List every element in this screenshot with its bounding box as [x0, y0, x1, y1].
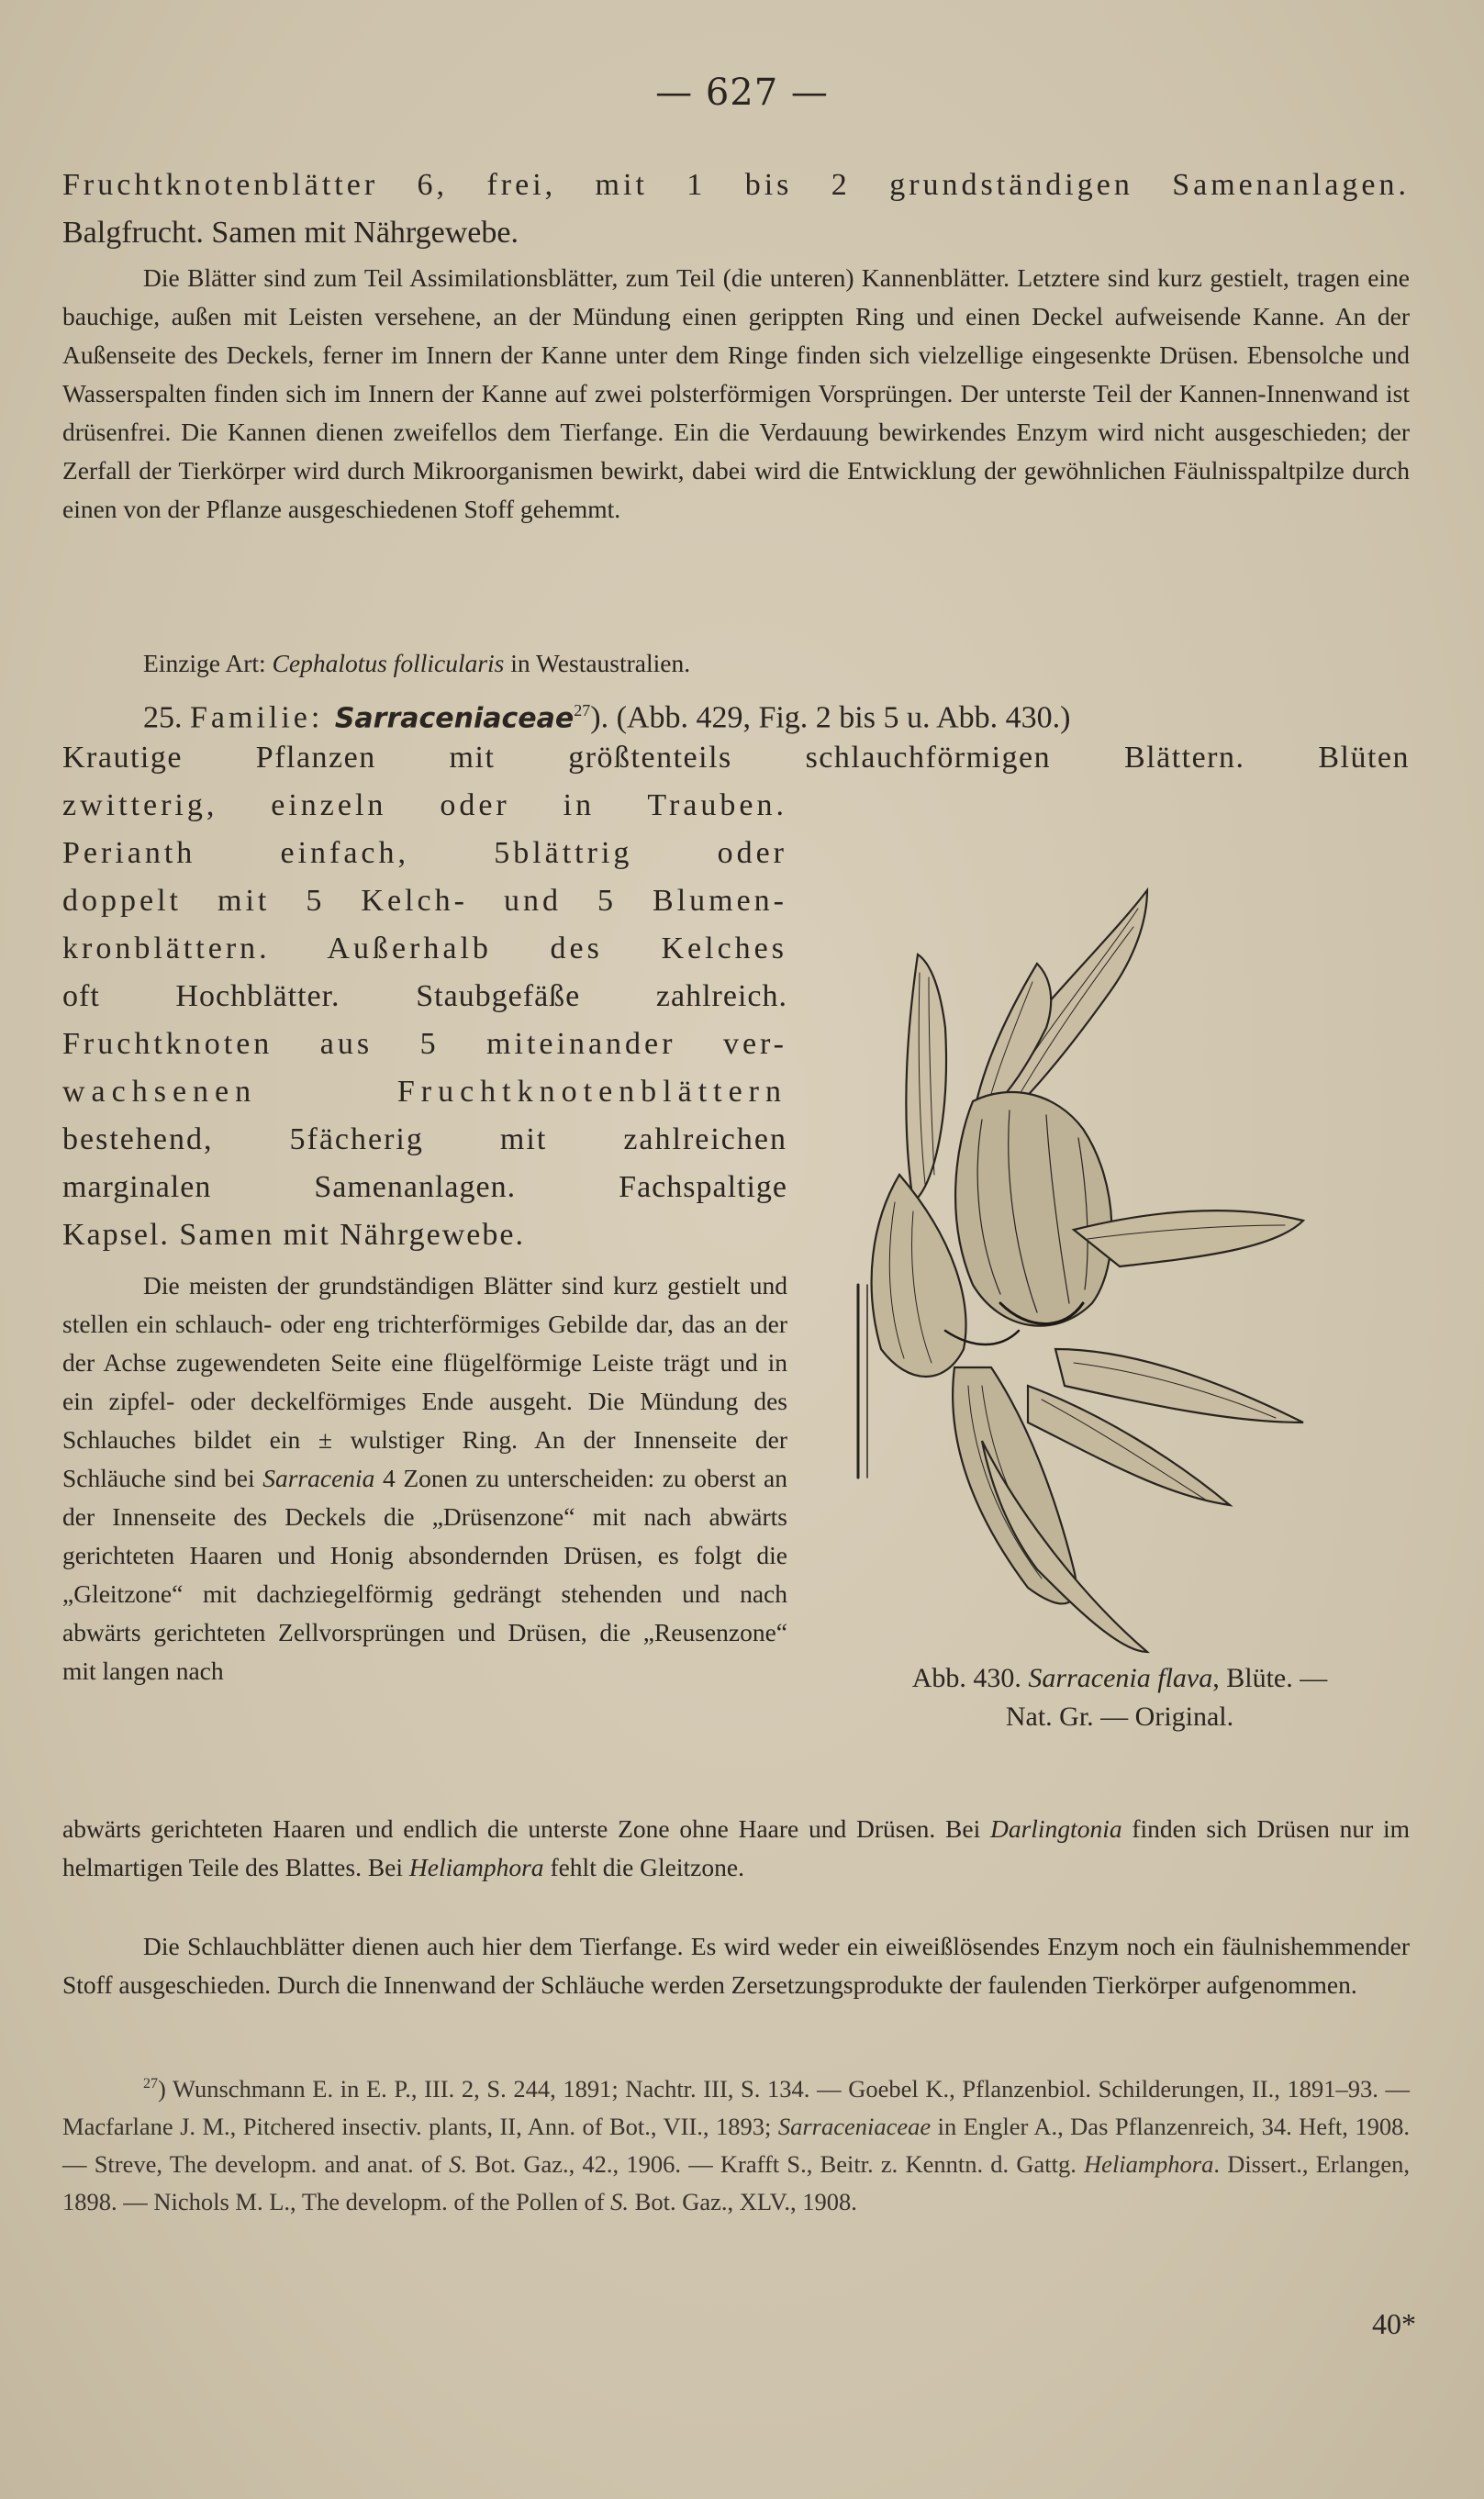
family-name: Sarraceniaceae [334, 702, 575, 735]
only-species-line [62, 644, 1410, 683]
family-label: Familie: [190, 700, 335, 735]
family-desc-full-line: Krautige Pflanzen mit größtenteils schlauchförmigen Blättern. Blüten [62, 741, 1410, 775]
leaves-text-4: finden sich Drüsen nur im helmartigen Teile des Blattes. Bei [62, 1814, 1411, 1881]
family-refs: ). (Abb. 429, Fig. 2 bis 5 u. Abb. 430.) [590, 700, 1071, 735]
sheet-signature: 40* [1372, 2307, 1416, 2340]
desc-line: kronblättern. Außerhalb des Kelches [62, 932, 787, 965]
genus-sarracenia: Sarracenia [262, 1464, 375, 1492]
desc-line: doppelt mit 5 Kelch- und 5 Blumen- [62, 884, 787, 918]
footnote-italic-2: S. [449, 2149, 468, 2178]
only-species-prefix: Einzige Art: [143, 649, 273, 677]
footnote-italic-3: Heliamphora [1084, 2149, 1214, 2178]
genus-darlingtonia: Darlingtonia [989, 1814, 1122, 1843]
footnote-text-5: Bot. Gaz., XLV., 1908. [629, 2187, 857, 2215]
figure-caption [821, 1659, 1418, 1736]
desc-line: bestehend, 5fächerig mit zahlreichen [62, 1122, 787, 1156]
leaves-continuation [62, 1810, 1410, 1887]
only-species-name: Cephalotus follicularis [272, 649, 505, 677]
cephalotus-paragraph: Die Blätter sind zum Teil Assimilationsblätter, zum Teil (die unteren) Kannenblätter. Letztere sind kurz gestielt, tragen eine bauchige, außen mit Leisten versehene, an der Mündung einen gerippten Ring und einen Deckel aufweisende Kanne. An der Außenseite des Deckels, ferner im Innern der Kanne unter dem Ringe finden sich vielzellige eingesenkte Drüsen. Ebensolche und Wasserspalten finden sich im Innern der Kanne auf zwei polsterförmigen Vorsprüngen. Der unterste Teil der Kannen-Innenwand ist drüsenfrei. Die Kannen dienen zweifellos dem Tierfange. Ein die Verdauung bewirkendes Enzym wird nicht ausgeschieden; der Zerfall der Tierkörper wird durch Mikroorganismen bewirkt, dabei wird die Entwicklung der gewöhnlichen Fäulnisspaltpilze durch einen von der Pflanze ausgeschiedenen Stoff gehemmt. [62, 263, 1410, 523]
footnote-text-1: ) Wunschmann E. in E. P., III. 2, S. 244, 1891; Nachtr. III, S. 134. — Goebel K., Pflanzenbiol. Schilderungen, II., 1891–93. — Macfarlane J. M., Pitchered insectiv. plants, II, Ann. of Bot., VII., 1893; [62, 2074, 1410, 2140]
footnote-ref: 27 [574, 701, 591, 720]
desc-line: wachsenen Fruchtknotenblättern [62, 1075, 787, 1109]
family-desc-column [62, 782, 787, 1690]
footnote-text-3: Bot. Gaz., 42., 1906. — Krafft S., Beitr. z. Kenntn. d. Gattg. [467, 2149, 1085, 2178]
family-number: 25. [143, 700, 190, 735]
leaves-text-2: 4 Zonen zu unterscheiden: zu oberst an der Innenseite des Deckels die „Drüsenzone“ mit nach abwärts gerichteten Haaren und Honig absondernden Drüsen, es folgt die „Gleitzone“ mit dachziegelförmig gedrängt stehenden und nach abwärts gerichteten Zellvorsprüngen und Drüsen, die „Reusenzone“ mit langen nach [62, 1464, 787, 1685]
footnote-marker: 27 [143, 2076, 158, 2092]
page-number: — 627 — [655, 72, 829, 114]
only-species-suffix: in Westaustralien. [504, 649, 691, 677]
leaves-text-1: Die meisten der grundständigen Blätter sind kurz gestielt und stellen ein schlauch- oder eng trichterförmiges Gebilde dar, das an der der Achse zugewendeten Seite eine flügelförmige Leiste trägt und in ein zipfel- oder deckelförmiges Ende ausgeht. Die Mündung des Schlauches bildet ein ± wulstiger Ring. An der Innenseite der Schläuche sind bei [62, 1271, 787, 1492]
intro-line-2: Balgfrucht. Samen mit Nährgewebe. [62, 216, 519, 250]
caption-line-1 [821, 1659, 1418, 1698]
caption-suffix: , Blüte. — [1212, 1663, 1328, 1693]
desc-line: marginalen Samenanlagen. Fachspaltige [62, 1170, 787, 1204]
footnote [62, 2065, 1410, 2221]
desc-line: Fruchtknoten aus 5 miteinander ver- [62, 1027, 787, 1061]
desc-line: zwitterig, einzeln oder in Trauben. [62, 788, 787, 822]
desc-line: Perianth einfach, 5blättrig oder [62, 836, 787, 870]
caption-species: Sarracenia flava [1028, 1663, 1213, 1693]
caption-prefix: Abb. 430. [911, 1663, 1029, 1693]
function-paragraph: Die Schlauchblätter dienen auch hier dem Tierfange. Es wird weder ein eiweißlösendes Enzym noch ein fäulnishemmender Stoff ausgeschieden. Durch die Innenwand der Schläuche werden Zersetzungsprodukte der faulenden Tierkörper aufgenommen. [62, 1932, 1410, 1999]
footnote-text-2: in Engler A., Das Pflanzenreich, 34. Heft, 1908. — Streve, The developm. and anat. of [62, 2112, 1410, 2178]
genus-heliamphora: Heliamphora [408, 1853, 544, 1881]
leaves-paragraph [62, 1266, 787, 1690]
footnote-italic-1: Sarraceniaceae [777, 2112, 932, 2140]
footnote-italic-4: S. [610, 2187, 630, 2215]
intro-line-1: Fruchtknotenblätter 6, frei, mit 1 bis 2 grundständigen Samenanlagen. [62, 168, 1410, 202]
leaves-text-3: abwärts gerichteten Haaren und endlich die unterste Zone ohne Haare und Drüsen. Bei [62, 1814, 990, 1843]
desc-line: oft Hochblätter. Staubgefäße zahlreich. [62, 979, 787, 1013]
caption-line-2: Nat. Gr. — Original. [1005, 1701, 1234, 1732]
intro-text [62, 162, 1410, 257]
leaves-text-5: fehlt die Gleitzone. [543, 1853, 744, 1881]
sarracenia-flower-illustration [844, 872, 1413, 1670]
desc-line: Kapsel. Samen mit Nährgewebe. [62, 1218, 525, 1252]
footnote-text-4: . Dissert., Erlangen, 1898. — Nichols M. L., The developm. of the Pollen of [62, 2149, 1410, 2215]
